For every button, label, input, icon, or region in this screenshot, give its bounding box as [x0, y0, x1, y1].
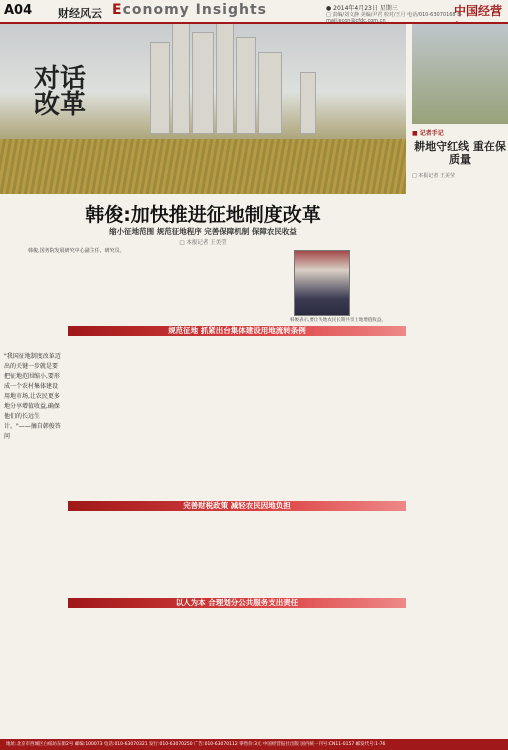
- column-title-line2: 改革: [34, 90, 87, 120]
- building: [172, 24, 190, 134]
- side-tag: ■ 记者手记: [412, 130, 444, 137]
- side-column: [412, 24, 508, 724]
- section-banner: [68, 501, 406, 511]
- portrait-photo: [294, 250, 350, 316]
- banner-text: 以人为本 合理划分公共服务支出责任: [175, 598, 299, 607]
- brand-rest: conomy Insights: [122, 2, 267, 18]
- page-header: [0, 0, 508, 24]
- building: [236, 37, 256, 134]
- column-title-line1: 对话: [34, 64, 87, 94]
- building: [150, 42, 170, 134]
- page-footer: 地址:北京市西城区白纸坊东街2号 邮编:100073 电话:010-63070321 发行:010-63070250 广告:010-63070112 零售价:3元 中国经营报社出版 国内统一刊号:CN11-0157 邮发代号:1-76: [0, 739, 508, 750]
- banner-text: 规范征地 抓紧出台集体建设用地流转条例: [168, 326, 306, 335]
- byline: □ 本报记者 王美莹: [179, 240, 227, 246]
- side-title: 耕地守红线 重在保质量: [414, 140, 506, 166]
- side-byline: □ 本报记者 王美莹: [412, 173, 455, 179]
- editor-line: □ 责编/刘文静 美编/尹君 校对/王月 电话/010-63070168 E-mail:econ@cfdc.com.cn: [326, 12, 463, 24]
- section-banner: [68, 326, 406, 336]
- building: [216, 24, 234, 134]
- feature-photo: [0, 24, 406, 194]
- brand-initial: E: [112, 2, 123, 18]
- section-name: 财经风云: [58, 7, 102, 20]
- issue-date: ● 2014年4月23日 星期三: [326, 5, 398, 12]
- photo-caption: 韩俊表示,要让失地农民长期共享土地增值收益。: [290, 318, 386, 323]
- building: [300, 72, 316, 134]
- side-photo: [412, 24, 508, 124]
- wheat-field: [0, 139, 406, 194]
- pull-quote: "我国征地制度改革迈出的关键一步就是要把征地范围缩小,要形成一个农村集体建设用地市场,让农民更多地分享增值收益,确保他们的长远生计。"——摘自韩俊答问: [4, 353, 61, 440]
- column-title: [34, 66, 86, 118]
- intro-text: 韩俊,国务院发展研究中心副主任、研究员。: [28, 248, 125, 254]
- banner-text: 完善财税政策 减轻农民因地负担: [183, 501, 291, 510]
- headline: 韩俊:加快推进征地制度改革: [85, 204, 321, 226]
- page-number: A04: [4, 3, 33, 18]
- masthead: 中国经营: [454, 4, 503, 18]
- building: [258, 52, 282, 134]
- subheadline: 缩小征地范围 规范征地程序 完善保障机制 保障农民收益: [109, 227, 297, 236]
- brand: [112, 2, 267, 18]
- section-banner: [68, 598, 406, 608]
- building: [192, 32, 214, 134]
